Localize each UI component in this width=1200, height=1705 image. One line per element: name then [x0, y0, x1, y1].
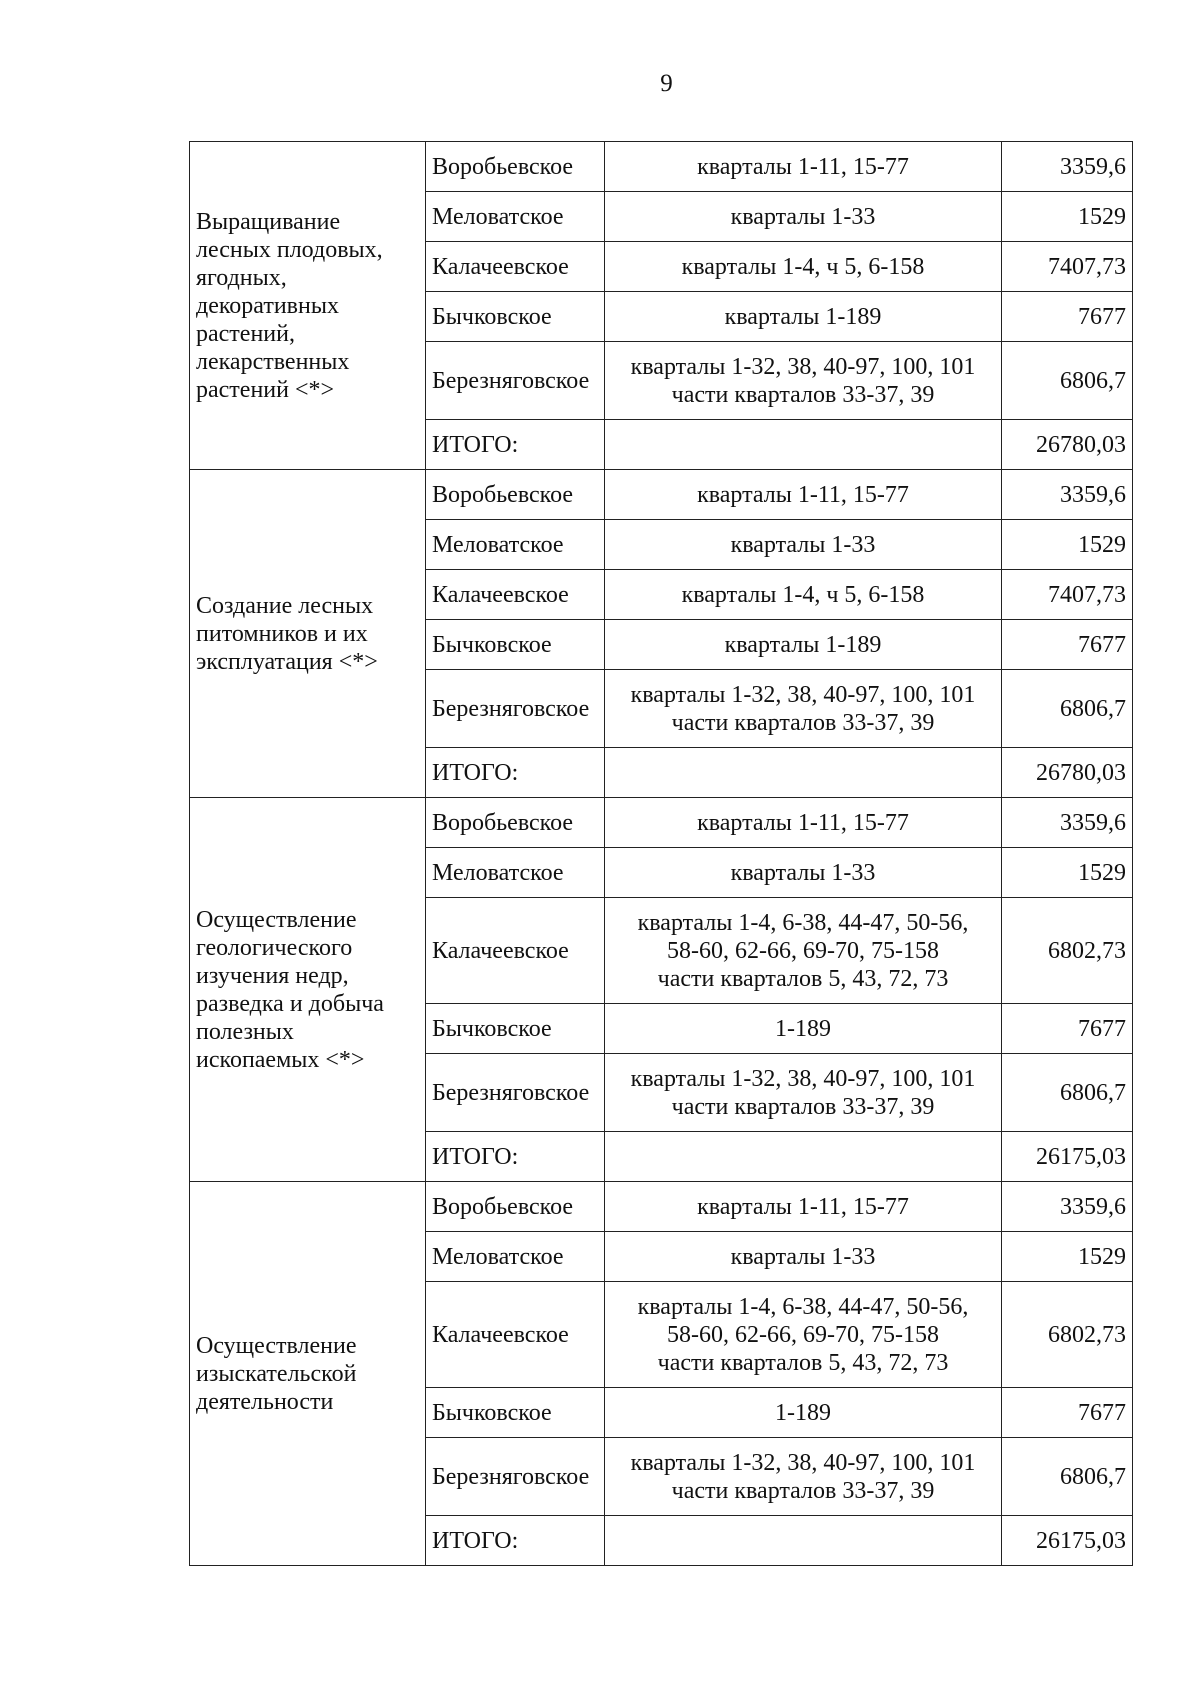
quarters-cell — [605, 192, 1002, 242]
quarters-cell — [605, 1004, 1002, 1054]
forestry-cell: Березняговское — [426, 1054, 605, 1132]
quarters-cell — [605, 520, 1002, 570]
total-empty-cell — [605, 1516, 1002, 1566]
area-cell: 6806,7 — [1002, 342, 1133, 420]
forestry-cell: Воробьевское — [426, 798, 605, 848]
forestry-cell: Березняговское — [426, 1438, 605, 1516]
activity-cell — [190, 142, 426, 470]
quarters-line: части кварталов 33-37, 39 — [671, 709, 935, 736]
forestry-cell: Меловатское — [426, 1232, 605, 1282]
activity-cell — [190, 470, 426, 798]
activity-line: растений, — [196, 320, 295, 347]
page-number: 9 — [660, 70, 673, 97]
activity-line: изучения недр, — [196, 962, 349, 989]
activity-cell — [190, 798, 426, 1182]
quarters-line: кварталы 1-32, 38, 40-97, 100, 101 — [630, 1065, 976, 1092]
quarters-line: кварталы 1-11, 15-77 — [697, 809, 909, 836]
quarters-line: кварталы 1-33 — [730, 531, 876, 558]
quarters-cell — [605, 1182, 1002, 1232]
quarters-cell — [605, 898, 1002, 1004]
quarters-line: 58-60, 62-66, 69-70, 75-158 — [667, 1321, 939, 1348]
quarters-line: кварталы 1-32, 38, 40-97, 100, 101 — [630, 353, 976, 380]
activity-line: деятельности — [196, 1388, 334, 1415]
total-empty-cell — [605, 1132, 1002, 1182]
quarters-cell — [605, 1282, 1002, 1388]
area-cell: 6806,7 — [1002, 670, 1133, 748]
area-cell: 6806,7 — [1002, 1438, 1133, 1516]
activity-line: лесных плодовых, — [196, 236, 383, 263]
quarters-line: части кварталов 33-37, 39 — [671, 381, 935, 408]
area-cell: 3359,6 — [1002, 798, 1133, 848]
activity-line: лекарственных — [196, 348, 350, 375]
quarters-line: кварталы 1-11, 15-77 — [697, 1193, 909, 1220]
forestry-cell: Калачеевское — [426, 898, 605, 1004]
area-cell: 7677 — [1002, 1388, 1133, 1438]
total-value: 26780,03 — [1002, 420, 1133, 470]
forestry-cell: Бычковское — [426, 1388, 605, 1438]
quarters-line: части кварталов 5, 43, 72, 73 — [657, 1349, 949, 1376]
area-cell: 1529 — [1002, 520, 1133, 570]
table-row — [190, 798, 1133, 848]
total-label: ИТОГО: — [426, 420, 605, 470]
area-cell: 7677 — [1002, 620, 1133, 670]
forestry-cell: Бычковское — [426, 292, 605, 342]
quarters-line: кварталы 1-4, 6-38, 44-47, 50-56, — [637, 1293, 969, 1320]
forestry-cell: Меловатское — [426, 848, 605, 898]
forestry-cell: Березняговское — [426, 670, 605, 748]
quarters-line: 1-189 — [775, 1399, 831, 1426]
forestry-cell: Меловатское — [426, 520, 605, 570]
total-value: 26175,03 — [1002, 1132, 1133, 1182]
quarters-line: части кварталов 33-37, 39 — [671, 1477, 935, 1504]
forestry-cell: Бычковское — [426, 1004, 605, 1054]
area-cell: 1529 — [1002, 848, 1133, 898]
quarters-line: кварталы 1-32, 38, 40-97, 100, 101 — [630, 1449, 976, 1476]
activity-line: ягодных, — [196, 264, 287, 291]
activity-line: ископаемых <*> — [196, 1046, 365, 1073]
quarters-cell — [605, 1054, 1002, 1132]
activity-cell — [190, 1182, 426, 1566]
forestry-cell: Калачеевское — [426, 1282, 605, 1388]
activity-line: питомников и их — [196, 620, 368, 647]
forestry-cell: Березняговское — [426, 342, 605, 420]
quarters-cell — [605, 470, 1002, 520]
total-value: 26780,03 — [1002, 748, 1133, 798]
forestry-cell: Воробьевское — [426, 470, 605, 520]
total-empty-cell — [605, 748, 1002, 798]
total-label: ИТОГО: — [426, 1132, 605, 1182]
quarters-cell — [605, 292, 1002, 342]
forest-use-table — [189, 141, 1133, 1566]
quarters-cell — [605, 570, 1002, 620]
area-cell: 6806,7 — [1002, 1054, 1133, 1132]
area-cell: 1529 — [1002, 192, 1133, 242]
activity-line: растений <*> — [196, 376, 335, 403]
area-cell: 7407,73 — [1002, 242, 1133, 292]
area-cell: 6802,73 — [1002, 1282, 1133, 1388]
activity-line: Создание лесных — [196, 592, 374, 619]
total-label: ИТОГО: — [426, 748, 605, 798]
quarters-cell — [605, 1438, 1002, 1516]
quarters-line: кварталы 1-189 — [724, 631, 882, 658]
forestry-cell: Бычковское — [426, 620, 605, 670]
forestry-cell: Калачеевское — [426, 570, 605, 620]
quarters-line: кварталы 1-33 — [730, 859, 876, 886]
area-cell: 6802,73 — [1002, 898, 1133, 1004]
activity-line: Выращивание — [196, 208, 341, 235]
table-row — [190, 470, 1133, 520]
quarters-cell — [605, 1232, 1002, 1282]
area-cell: 7677 — [1002, 292, 1133, 342]
activity-line: Осуществление — [196, 1332, 357, 1359]
table-row — [190, 142, 1133, 192]
quarters-line: кварталы 1-32, 38, 40-97, 100, 101 — [630, 681, 976, 708]
area-cell: 3359,6 — [1002, 470, 1133, 520]
total-value: 26175,03 — [1002, 1516, 1133, 1566]
table-row — [190, 1182, 1133, 1232]
quarters-cell — [605, 848, 1002, 898]
quarters-line: кварталы 1-11, 15-77 — [697, 153, 909, 180]
activity-line: декоративных — [196, 292, 339, 319]
quarters-line: кварталы 1-4, 6-38, 44-47, 50-56, — [637, 909, 969, 936]
quarters-cell — [605, 342, 1002, 420]
quarters-line: кварталы 1-189 — [724, 303, 882, 330]
total-label: ИТОГО: — [426, 1516, 605, 1566]
quarters-cell — [605, 670, 1002, 748]
quarters-line: кварталы 1-33 — [730, 203, 876, 230]
quarters-cell — [605, 142, 1002, 192]
activity-line: разведка и добыча — [196, 990, 384, 1017]
quarters-line: части кварталов 5, 43, 72, 73 — [657, 965, 949, 992]
area-cell: 7677 — [1002, 1004, 1133, 1054]
area-cell: 7407,73 — [1002, 570, 1133, 620]
quarters-line: кварталы 1-33 — [730, 1243, 876, 1270]
forestry-cell: Воробьевское — [426, 142, 605, 192]
quarters-cell — [605, 620, 1002, 670]
forestry-cell: Воробьевское — [426, 1182, 605, 1232]
quarters-line: кварталы 1-4, ч 5, 6-158 — [681, 253, 925, 280]
activity-line: Осуществление — [196, 906, 357, 933]
area-cell: 3359,6 — [1002, 142, 1133, 192]
quarters-cell — [605, 242, 1002, 292]
quarters-line: 1-189 — [775, 1015, 831, 1042]
activity-line: изыскательской — [196, 1360, 357, 1387]
quarters-cell — [605, 1388, 1002, 1438]
activity-line: геологического — [196, 934, 353, 961]
area-cell: 1529 — [1002, 1232, 1133, 1282]
quarters-line: кварталы 1-11, 15-77 — [697, 481, 909, 508]
quarters-line: кварталы 1-4, ч 5, 6-158 — [681, 581, 925, 608]
quarters-cell — [605, 798, 1002, 848]
quarters-line: части кварталов 33-37, 39 — [671, 1093, 935, 1120]
activity-line: полезных — [196, 1018, 294, 1045]
quarters-line: 58-60, 62-66, 69-70, 75-158 — [667, 937, 939, 964]
area-cell: 3359,6 — [1002, 1182, 1133, 1232]
total-empty-cell — [605, 420, 1002, 470]
forestry-cell: Меловатское — [426, 192, 605, 242]
forestry-cell: Калачеевское — [426, 242, 605, 292]
activity-line: эксплуатация <*> — [196, 648, 378, 675]
